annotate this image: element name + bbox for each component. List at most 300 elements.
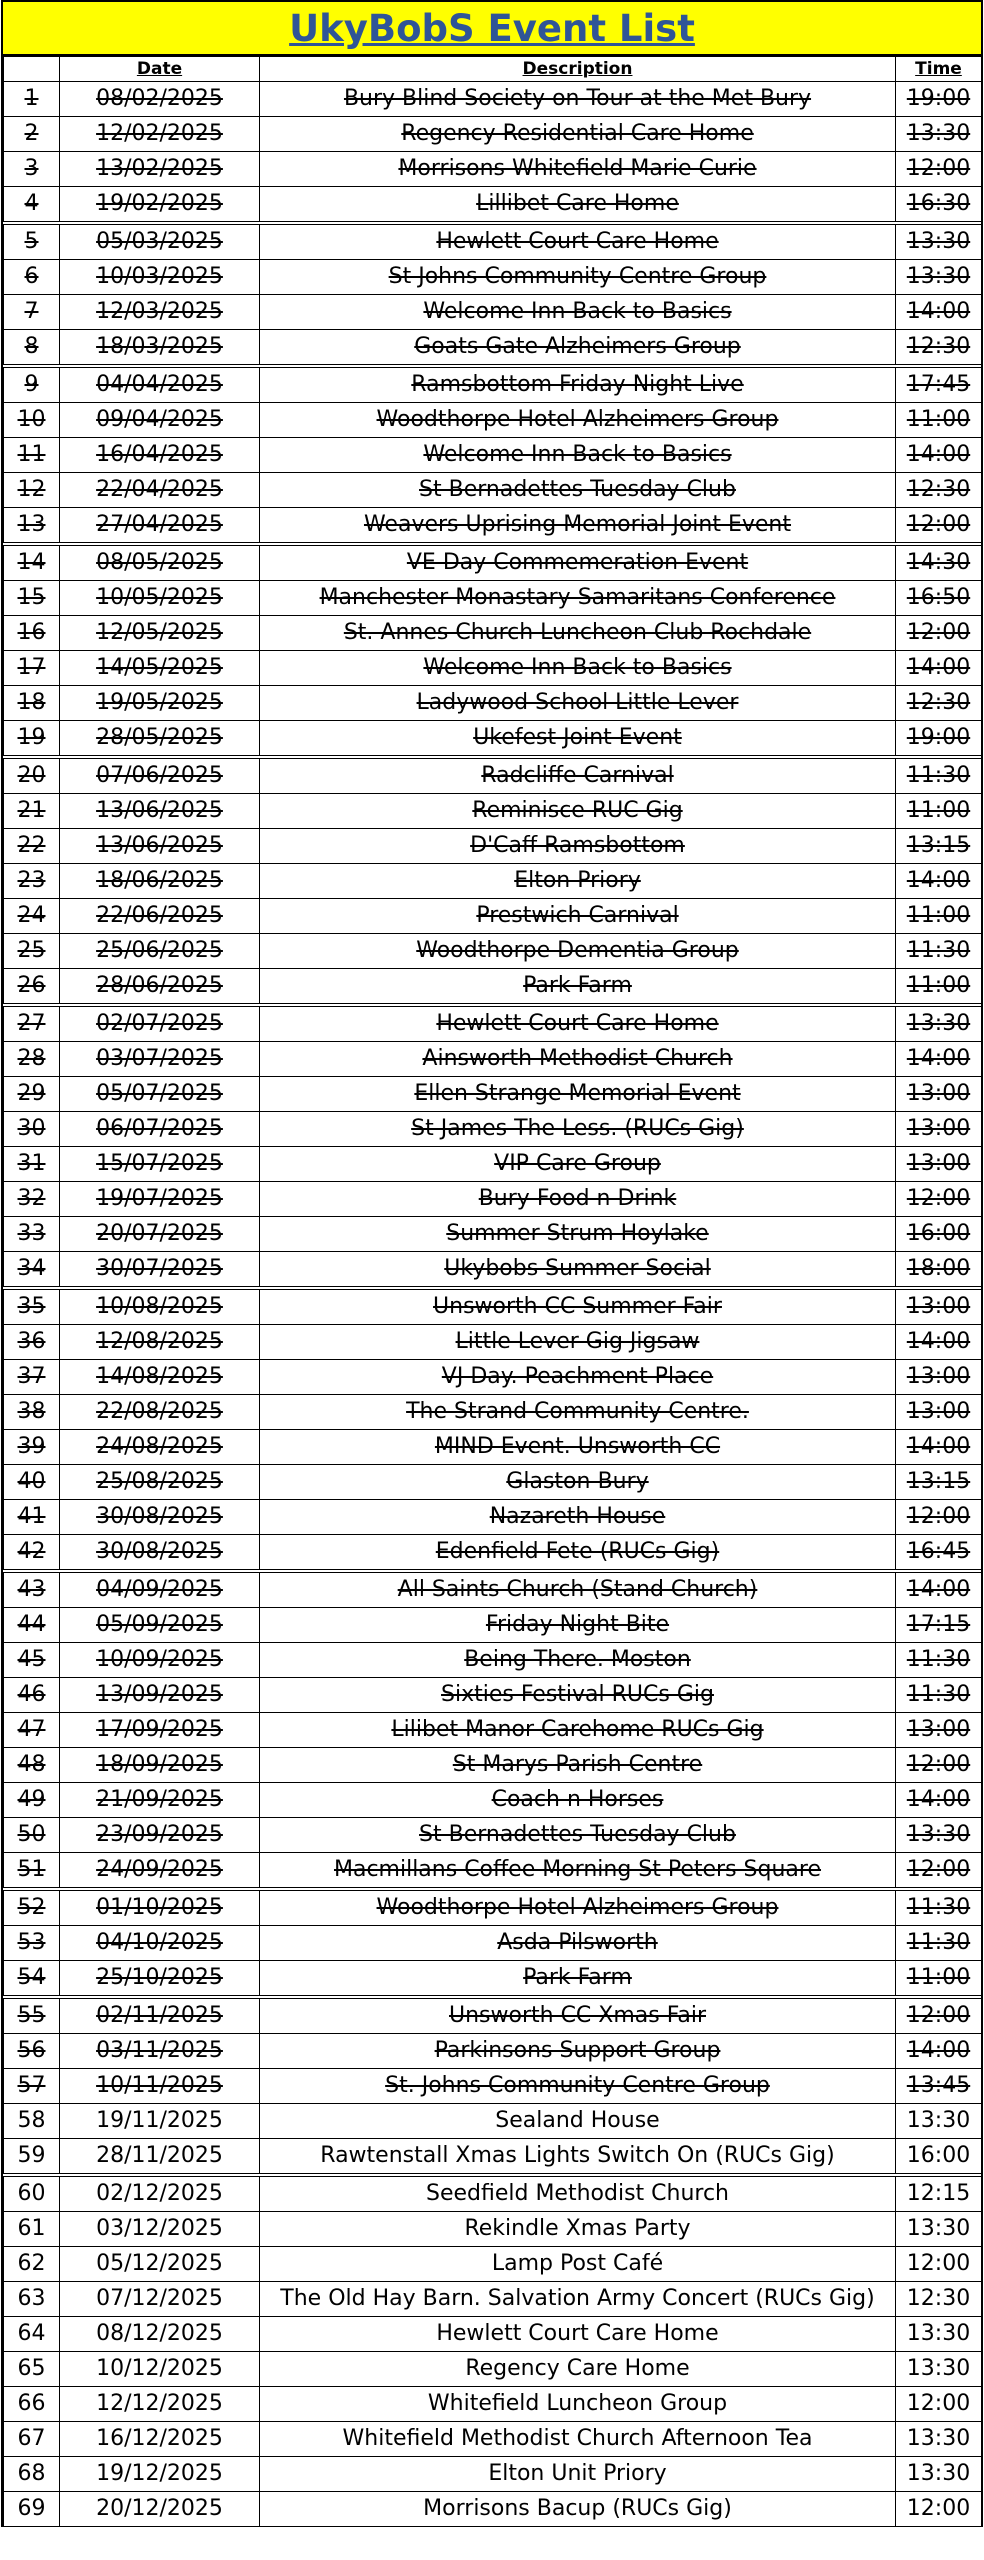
- event-description: Whitefield Methodist Church Afternoon Tea: [260, 2422, 896, 2457]
- event-date: 12/02/2025: [60, 117, 260, 152]
- event-time: 16:45: [896, 1535, 982, 1572]
- event-date: 09/04/2025: [60, 403, 260, 438]
- event-description: Edenfield Fete (RUCs Gig): [260, 1535, 896, 1572]
- event-time: 12:30: [896, 686, 982, 721]
- event-time: 13:00: [896, 1112, 982, 1147]
- event-description: Ramsbottom Friday Night Live: [260, 366, 896, 403]
- event-number: 25: [4, 934, 60, 969]
- event-description: Woodthorpe Dementia Group: [260, 934, 896, 969]
- event-date: 10/11/2025: [60, 2069, 260, 2104]
- event-date: 12/03/2025: [60, 295, 260, 330]
- event-number: 4: [4, 187, 60, 224]
- event-date: 10/08/2025: [60, 1288, 260, 1325]
- event-description: Unsworth CC Xmas Fair: [260, 1997, 896, 2034]
- event-number: 11: [4, 438, 60, 473]
- event-row: [4, 2387, 982, 2422]
- event-row: [4, 2352, 982, 2387]
- event-row: [4, 1853, 982, 1890]
- event-number: 28: [4, 1042, 60, 1077]
- event-number: 42: [4, 1535, 60, 1572]
- event-row: [4, 2247, 982, 2282]
- event-row: [4, 1288, 982, 1325]
- event-number: 66: [4, 2387, 60, 2422]
- event-row: [4, 1713, 982, 1748]
- event-number: 39: [4, 1430, 60, 1465]
- event-row: [4, 1465, 982, 1500]
- event-time: 13:00: [896, 1395, 982, 1430]
- event-description: Bury Blind Society on Tour at the Met Bury: [260, 82, 896, 117]
- event-number: 29: [4, 1077, 60, 1112]
- event-time: 18:00: [896, 1252, 982, 1289]
- event-description: Little Lever Gig Jigsaw: [260, 1325, 896, 1360]
- event-row: [4, 2422, 982, 2457]
- event-time: 13:15: [896, 829, 982, 864]
- event-time: 13:00: [896, 1713, 982, 1748]
- event-description: Lillibet Care Home: [260, 187, 896, 224]
- event-number: 69: [4, 2492, 60, 2527]
- event-number: 33: [4, 1217, 60, 1252]
- event-number: 16: [4, 616, 60, 651]
- event-time: 12:00: [896, 2387, 982, 2422]
- event-number: 50: [4, 1818, 60, 1853]
- event-date: 30/08/2025: [60, 1500, 260, 1535]
- event-row: [4, 473, 982, 508]
- event-description: Goats Gate Alzheimers Group: [260, 330, 896, 367]
- event-date: 19/05/2025: [60, 686, 260, 721]
- event-time: 11:00: [896, 1961, 982, 1998]
- event-date: 25/06/2025: [60, 934, 260, 969]
- event-date: 07/12/2025: [60, 2282, 260, 2317]
- event-description: Rekindle Xmas Party: [260, 2212, 896, 2247]
- event-time: 13:30: [896, 2422, 982, 2457]
- event-row: [4, 2317, 982, 2352]
- event-row: [4, 864, 982, 899]
- event-row: [4, 1500, 982, 1535]
- event-date: 19/11/2025: [60, 2104, 260, 2139]
- event-number: 46: [4, 1678, 60, 1713]
- event-number: 65: [4, 2352, 60, 2387]
- event-number: 9: [4, 366, 60, 403]
- event-date: 16/04/2025: [60, 438, 260, 473]
- event-row: [4, 544, 982, 581]
- event-time: 11:30: [896, 934, 982, 969]
- event-row: [4, 2457, 982, 2492]
- event-description: VIP Care Group: [260, 1147, 896, 1182]
- event-number: 13: [4, 508, 60, 545]
- event-description: St James The Less. (RUCs Gig): [260, 1112, 896, 1147]
- event-number: 26: [4, 969, 60, 1006]
- event-description: Prestwich Carnival: [260, 899, 896, 934]
- event-date: 16/12/2025: [60, 2422, 260, 2457]
- event-row: [4, 1395, 982, 1430]
- event-description: Ukybobs Summer Social: [260, 1252, 896, 1289]
- event-time: 11:00: [896, 969, 982, 1006]
- event-row: [4, 1430, 982, 1465]
- event-date: 12/12/2025: [60, 2387, 260, 2422]
- event-time: 11:00: [896, 794, 982, 829]
- event-time: 13:45: [896, 2069, 982, 2104]
- event-number: 31: [4, 1147, 60, 1182]
- event-time: 14:30: [896, 544, 982, 581]
- event-description: Nazareth House: [260, 1500, 896, 1535]
- event-time: 11:30: [896, 1678, 982, 1713]
- event-row: [4, 366, 982, 403]
- event-date: 19/12/2025: [60, 2457, 260, 2492]
- event-date: 12/05/2025: [60, 616, 260, 651]
- event-time: 12:30: [896, 2282, 982, 2317]
- event-rows: [4, 82, 982, 2527]
- event-date: 22/06/2025: [60, 899, 260, 934]
- event-time: 12:00: [896, 152, 982, 187]
- event-time: 16:30: [896, 187, 982, 224]
- event-date: 06/07/2025: [60, 1112, 260, 1147]
- event-row: [4, 403, 982, 438]
- event-row: [4, 1926, 982, 1961]
- event-row: [4, 969, 982, 1006]
- event-number: 2: [4, 117, 60, 152]
- event-date: 13/06/2025: [60, 829, 260, 864]
- event-date: 08/05/2025: [60, 544, 260, 581]
- event-description: Elton Priory: [260, 864, 896, 899]
- event-row: [4, 616, 982, 651]
- page-title: UkyBobS Event List: [3, 0, 981, 56]
- event-time: 13:30: [896, 2212, 982, 2247]
- event-description: Friday Night Bite: [260, 1608, 896, 1643]
- event-description: St Marys Parish Centre: [260, 1748, 896, 1783]
- event-number: 56: [4, 2034, 60, 2069]
- event-time: 13:30: [896, 2317, 982, 2352]
- event-description: Sealand House: [260, 2104, 896, 2139]
- event-time: 14:00: [896, 1430, 982, 1465]
- event-description: Ladywood School Little Lever: [260, 686, 896, 721]
- event-number: 24: [4, 899, 60, 934]
- event-description: Regency Care Home: [260, 2352, 896, 2387]
- event-row: [4, 1997, 982, 2034]
- event-row: [4, 1748, 982, 1783]
- event-time: 14:00: [896, 2034, 982, 2069]
- event-number: 55: [4, 1997, 60, 2034]
- column-header-time: Time: [896, 57, 982, 82]
- event-number: 18: [4, 686, 60, 721]
- event-time: 13:00: [896, 1077, 982, 1112]
- event-time: 11:30: [896, 1889, 982, 1926]
- event-description: St. Annes Church Luncheon Club Rochdale: [260, 616, 896, 651]
- event-number: 40: [4, 1465, 60, 1500]
- event-number: 58: [4, 2104, 60, 2139]
- event-time: 14:00: [896, 651, 982, 686]
- event-date: 13/09/2025: [60, 1678, 260, 1713]
- event-time: 12:00: [896, 1500, 982, 1535]
- event-description: Summer Strum Hoylake: [260, 1217, 896, 1252]
- event-number: 68: [4, 2457, 60, 2492]
- event-row: [4, 581, 982, 616]
- event-description: Welcome Inn Back to Basics: [260, 295, 896, 330]
- event-description: Bury Food n Drink: [260, 1182, 896, 1217]
- event-row: [4, 1252, 982, 1289]
- event-date: 14/08/2025: [60, 1360, 260, 1395]
- event-row: [4, 1535, 982, 1572]
- event-number: 57: [4, 2069, 60, 2104]
- event-date: 25/08/2025: [60, 1465, 260, 1500]
- event-description: St. Johns Community Centre Group: [260, 2069, 896, 2104]
- event-date: 18/09/2025: [60, 1748, 260, 1783]
- event-time: 14:00: [896, 438, 982, 473]
- event-description: Whitefield Luncheon Group: [260, 2387, 896, 2422]
- event-number: 35: [4, 1288, 60, 1325]
- event-description: Glaston-Bury: [260, 1465, 896, 1500]
- event-description: VE Day Commemeration Event: [260, 544, 896, 581]
- column-header-number: [4, 57, 60, 82]
- event-time: 11:30: [896, 757, 982, 794]
- event-row: [4, 438, 982, 473]
- event-date: 22/08/2025: [60, 1395, 260, 1430]
- event-date: 01/10/2025: [60, 1889, 260, 1926]
- event-date: 02/11/2025: [60, 1997, 260, 2034]
- event-number: 52: [4, 1889, 60, 1926]
- event-row: [4, 1678, 982, 1713]
- event-number: 37: [4, 1360, 60, 1395]
- event-number: 47: [4, 1713, 60, 1748]
- event-number: 23: [4, 864, 60, 899]
- event-number: 14: [4, 544, 60, 581]
- event-number: 62: [4, 2247, 60, 2282]
- event-row: [4, 1571, 982, 1608]
- event-time: 13:30: [896, 2457, 982, 2492]
- event-date: 27/04/2025: [60, 508, 260, 545]
- event-number: 19: [4, 721, 60, 758]
- event-description: Regency Residential Care Home: [260, 117, 896, 152]
- event-number: 59: [4, 2139, 60, 2176]
- event-date: 02/12/2025: [60, 2175, 260, 2212]
- event-date: 30/07/2025: [60, 1252, 260, 1289]
- event-description: D'Caff Ramsbottom: [260, 829, 896, 864]
- event-description: Hewlett Court Care Home: [260, 2317, 896, 2352]
- event-row: [4, 651, 982, 686]
- event-description: Woodthorpe Hotel Alzheimers Group: [260, 1889, 896, 1926]
- event-description: Hewlett Court Care Home: [260, 1005, 896, 1042]
- event-description: VJ Day. Peachment Place: [260, 1360, 896, 1395]
- event-number: 7: [4, 295, 60, 330]
- event-row: [4, 117, 982, 152]
- event-description: St Bernadettes Tuesday Club: [260, 1818, 896, 1853]
- event-row: [4, 508, 982, 545]
- event-time: 12:00: [896, 1853, 982, 1890]
- column-header-description: Description: [260, 57, 896, 82]
- event-time: 17:45: [896, 366, 982, 403]
- event-date: 28/11/2025: [60, 2139, 260, 2176]
- event-row: [4, 295, 982, 330]
- event-date: 08/12/2025: [60, 2317, 260, 2352]
- event-row: [4, 757, 982, 794]
- event-description: Hewlett Court Care Home: [260, 223, 896, 260]
- event-row: [4, 2139, 982, 2176]
- event-description: Radcliffe Carnival: [260, 757, 896, 794]
- event-table: [3, 56, 982, 2527]
- event-number: 34: [4, 1252, 60, 1289]
- event-row: [4, 1042, 982, 1077]
- event-date: 19/02/2025: [60, 187, 260, 224]
- event-description: Parkinsons Support Group: [260, 2034, 896, 2069]
- event-row: [4, 187, 982, 224]
- event-time: 13:30: [896, 1818, 982, 1853]
- event-number: 43: [4, 1571, 60, 1608]
- event-row: [4, 2034, 982, 2069]
- event-description: Elton Unit Priory: [260, 2457, 896, 2492]
- event-date: 13/06/2025: [60, 794, 260, 829]
- event-description: Ainsworth Methodist Church: [260, 1042, 896, 1077]
- event-time: 16:00: [896, 2139, 982, 2176]
- event-date: 18/06/2025: [60, 864, 260, 899]
- event-number: 15: [4, 581, 60, 616]
- event-date: 03/12/2025: [60, 2212, 260, 2247]
- event-description: Welcome Inn Back to Basics: [260, 651, 896, 686]
- event-date: 03/11/2025: [60, 2034, 260, 2069]
- event-number: 12: [4, 473, 60, 508]
- event-number: 49: [4, 1783, 60, 1818]
- event-date: 12/08/2025: [60, 1325, 260, 1360]
- event-date: 10/09/2025: [60, 1643, 260, 1678]
- event-date: 15/07/2025: [60, 1147, 260, 1182]
- event-date: 18/03/2025: [60, 330, 260, 367]
- event-time: 13:30: [896, 117, 982, 152]
- column-header-date: Date: [60, 57, 260, 82]
- event-row: [4, 2104, 982, 2139]
- event-description: Lilibet Manor Carehome RUCs Gig: [260, 1713, 896, 1748]
- event-number: 51: [4, 1853, 60, 1890]
- event-time: 12:30: [896, 330, 982, 367]
- event-date: 04/04/2025: [60, 366, 260, 403]
- event-description: Coach n Horses: [260, 1783, 896, 1818]
- event-time: 12:00: [896, 1748, 982, 1783]
- event-time: 13:30: [896, 260, 982, 295]
- event-date: 05/07/2025: [60, 1077, 260, 1112]
- event-number: 32: [4, 1182, 60, 1217]
- event-time: 19:00: [896, 82, 982, 117]
- event-description: Rawtenstall Xmas Lights Switch On (RUCs Gig): [260, 2139, 896, 2176]
- event-number: 17: [4, 651, 60, 686]
- event-description: MIND Event. Unsworth CC: [260, 1430, 896, 1465]
- event-row: [4, 2282, 982, 2317]
- event-row: [4, 721, 982, 758]
- event-row: [4, 1360, 982, 1395]
- event-row: [4, 1147, 982, 1182]
- event-row: [4, 2212, 982, 2247]
- event-description: The Old Hay Barn. Salvation Army Concert (RUCs Gig): [260, 2282, 896, 2317]
- event-date: 05/09/2025: [60, 1608, 260, 1643]
- event-row: [4, 223, 982, 260]
- event-description: Ukefest Joint Event: [260, 721, 896, 758]
- event-row: [4, 1961, 982, 1998]
- event-date: 14/05/2025: [60, 651, 260, 686]
- event-date: 17/09/2025: [60, 1713, 260, 1748]
- event-number: 54: [4, 1961, 60, 1998]
- event-date: 08/02/2025: [60, 82, 260, 117]
- event-row: [4, 934, 982, 969]
- event-row: [4, 1643, 982, 1678]
- event-date: 07/06/2025: [60, 757, 260, 794]
- event-row: [4, 794, 982, 829]
- event-date: 19/07/2025: [60, 1182, 260, 1217]
- event-row: [4, 2175, 982, 2212]
- event-number: 38: [4, 1395, 60, 1430]
- event-time: 12:00: [896, 2492, 982, 2527]
- event-row: [4, 1889, 982, 1926]
- event-time: 12:30: [896, 473, 982, 508]
- event-description: Park Farm: [260, 969, 896, 1006]
- event-row: [4, 2069, 982, 2104]
- event-time: 14:00: [896, 1042, 982, 1077]
- event-description: Sixties Festival RUCs Gig: [260, 1678, 896, 1713]
- event-number: 63: [4, 2282, 60, 2317]
- event-description: All Saints Church (Stand Church): [260, 1571, 896, 1608]
- event-number: 53: [4, 1926, 60, 1961]
- event-row: [4, 260, 982, 295]
- event-row: [4, 1217, 982, 1252]
- event-description: Reminisce RUC Gig: [260, 794, 896, 829]
- event-date: 02/07/2025: [60, 1005, 260, 1042]
- header-row: [4, 57, 982, 82]
- event-row: [4, 1818, 982, 1853]
- event-description: Welcome Inn Back to Basics: [260, 438, 896, 473]
- event-time: 14:00: [896, 1325, 982, 1360]
- event-row: [4, 1112, 982, 1147]
- event-time: 13:30: [896, 2104, 982, 2139]
- event-row: [4, 686, 982, 721]
- event-time: 14:00: [896, 295, 982, 330]
- event-date: 20/12/2025: [60, 2492, 260, 2527]
- event-date: 24/09/2025: [60, 1853, 260, 1890]
- event-description: St Johns Community Centre Group: [260, 260, 896, 295]
- event-date: 30/08/2025: [60, 1535, 260, 1572]
- event-description: Lamp Post Café: [260, 2247, 896, 2282]
- event-date: 28/05/2025: [60, 721, 260, 758]
- event-row: [4, 1005, 982, 1042]
- event-description: Park Farm: [260, 1961, 896, 1998]
- event-time: 14:00: [896, 1571, 982, 1608]
- event-date: 25/10/2025: [60, 1961, 260, 1998]
- event-number: 45: [4, 1643, 60, 1678]
- event-description: Being There. Moston: [260, 1643, 896, 1678]
- event-row: [4, 829, 982, 864]
- event-number: 48: [4, 1748, 60, 1783]
- event-number: 44: [4, 1608, 60, 1643]
- event-description: St Bernadettes Tuesday Club: [260, 473, 896, 508]
- event-date: 24/08/2025: [60, 1430, 260, 1465]
- event-time: 13:00: [896, 1288, 982, 1325]
- event-time: 12:00: [896, 1182, 982, 1217]
- event-time: 12:00: [896, 2247, 982, 2282]
- event-description: Ellen Strange Memorial Event: [260, 1077, 896, 1112]
- event-row: [4, 152, 982, 187]
- event-description: Woodthorpe Hotel Alzheimers Group: [260, 403, 896, 438]
- event-date: 20/07/2025: [60, 1217, 260, 1252]
- event-date: 04/09/2025: [60, 1571, 260, 1608]
- event-number: 64: [4, 2317, 60, 2352]
- event-number: 27: [4, 1005, 60, 1042]
- event-date: 10/05/2025: [60, 581, 260, 616]
- event-number: 30: [4, 1112, 60, 1147]
- event-number: 3: [4, 152, 60, 187]
- event-date: 21/09/2025: [60, 1783, 260, 1818]
- event-row: [4, 1783, 982, 1818]
- event-time: 11:30: [896, 1926, 982, 1961]
- event-number: 61: [4, 2212, 60, 2247]
- event-row: [4, 330, 982, 367]
- event-row: [4, 1608, 982, 1643]
- event-date: 10/12/2025: [60, 2352, 260, 2387]
- event-description: Morrisons Bacup (RUCs Gig): [260, 2492, 896, 2527]
- event-time: 14:00: [896, 864, 982, 899]
